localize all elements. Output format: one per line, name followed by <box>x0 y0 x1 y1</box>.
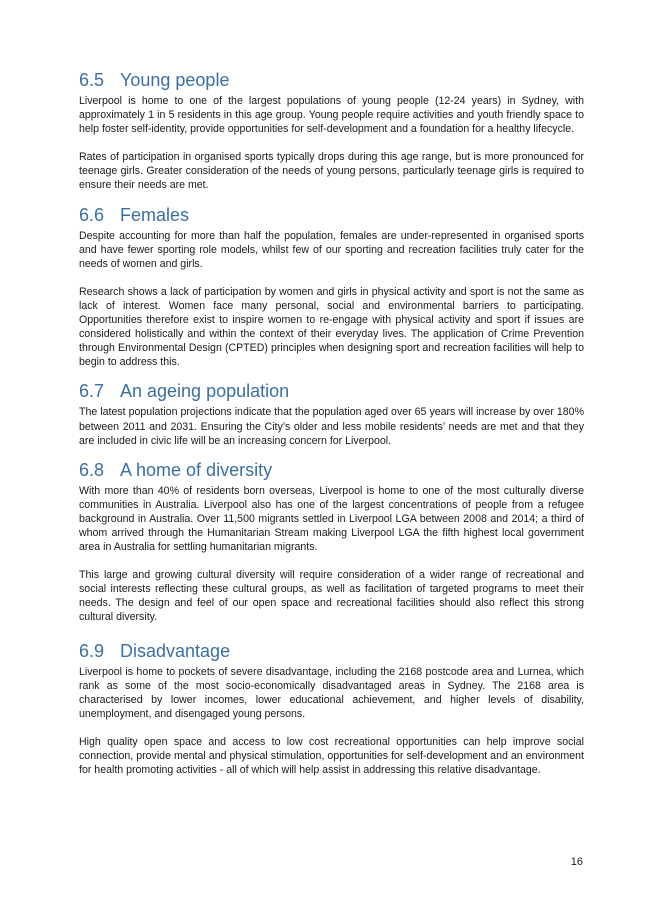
section-ageing-population <box>79 379 584 447</box>
paragraph: With more than 40% of residents born overseas, Liverpool is home to one of the most culturally diverse communities in Australia. Liverpool also has one of the largest concentrations of people from a refugee background in Australia. Over 11,500 migrants settled in Liverpool LGA between 2008 and 2014; a third of whom arrived through the Humanitarian Stream making Liverpool LGA the fifth highest local government area in Australia for settling humanitarian migrants. <box>79 484 584 554</box>
section-title: An ageing population <box>120 381 290 402</box>
section-young-people <box>79 68 584 193</box>
paragraph: This large and growing cultural diversity will require consideration of a wider range of recreational and social interests reflecting these cultural groups, as well as facilitation of targeted programs to meet their needs. The design and feel of our open space and recreational facilities should also reflect this strong cultural diversity. <box>79 569 584 624</box>
section-disadvantage <box>79 639 584 778</box>
section-title: A home of diversity <box>120 459 273 480</box>
section-heading <box>79 203 584 227</box>
section-number: 6.6 <box>79 204 105 225</box>
paragraph: Research shows a lack of participation by women and girls in physical activity and sport is not the same as lack of interest. Women face many personal, social and environmental barriers to participating. Opportunities therefore exist to inspire women to re-engage with physical activity and sport if issues are considered holistically and within the context of their everyday lives. The application of Crime Prevention through Environmental Design (CPTED) principles when designing sport and recreation facilities will help to begin to address this. <box>79 285 584 369</box>
section-heading <box>79 379 584 403</box>
section-heading <box>79 458 584 482</box>
section-females <box>79 203 584 370</box>
section-number: 6.9 <box>79 640 105 661</box>
paragraph: Despite accounting for more than half the population, females are under-represented in organised sports and have fewer sporting role models, whilst few of our sporting and recreation facilities truly cater for the needs of women and girls. <box>79 229 584 270</box>
section-title: Young people <box>120 70 230 90</box>
section-title: Females <box>120 204 190 225</box>
section-title: Disadvantage <box>120 640 231 661</box>
paragraph: Liverpool is home to pockets of severe disadvantage, including the 2168 postcode area and Lurnea, which rank as some of the most socio-economically disadvantaged areas in Sydney. The 2168 area is characterised by lower incomes, lower educational achievement, and higher levels of disability, unemployment, and disengaged young persons. <box>79 665 584 720</box>
section-home-of-diversity <box>79 458 584 625</box>
section-number: 6.5 <box>79 70 105 90</box>
section-heading <box>79 639 584 663</box>
section-number: 6.7 <box>79 381 105 402</box>
page-content <box>79 68 584 777</box>
paragraph: The latest population projections indicate that the population aged over 65 years will increase by over 180% between 2011 and 2031. Ensuring the City’s older and less mobile residents’ needs are met and that they are included in civic life will be an increasing concern for Liverpool. <box>79 406 584 447</box>
paragraph: Rates of participation in organised sports typically drops during this age range, but is more pronounced for teenage girls. Greater consideration of the needs of young persons, particularly teenage girls is required to ensure their needs are met. <box>79 151 584 192</box>
page-number: 16 <box>570 856 583 868</box>
section-number: 6.8 <box>79 459 105 480</box>
paragraph: Liverpool is home to one of the largest populations of young people (12-24 years) in Sydney, with approximately 1 in 5 residents in this age group. Young people require activities and youth friendly space to help foster self-identity, provide opportunities for self-development and a foundation for a healthy lifecycle. <box>79 95 584 136</box>
section-heading <box>79 68 584 92</box>
paragraph: High quality open space and access to low cost recreational opportunities can help improve social connection, provide mental and physical stimulation, opportunities for self-development and an environment for health promoting activities - all of which will help assist in addressing this relative disadvantage. <box>79 735 584 777</box>
